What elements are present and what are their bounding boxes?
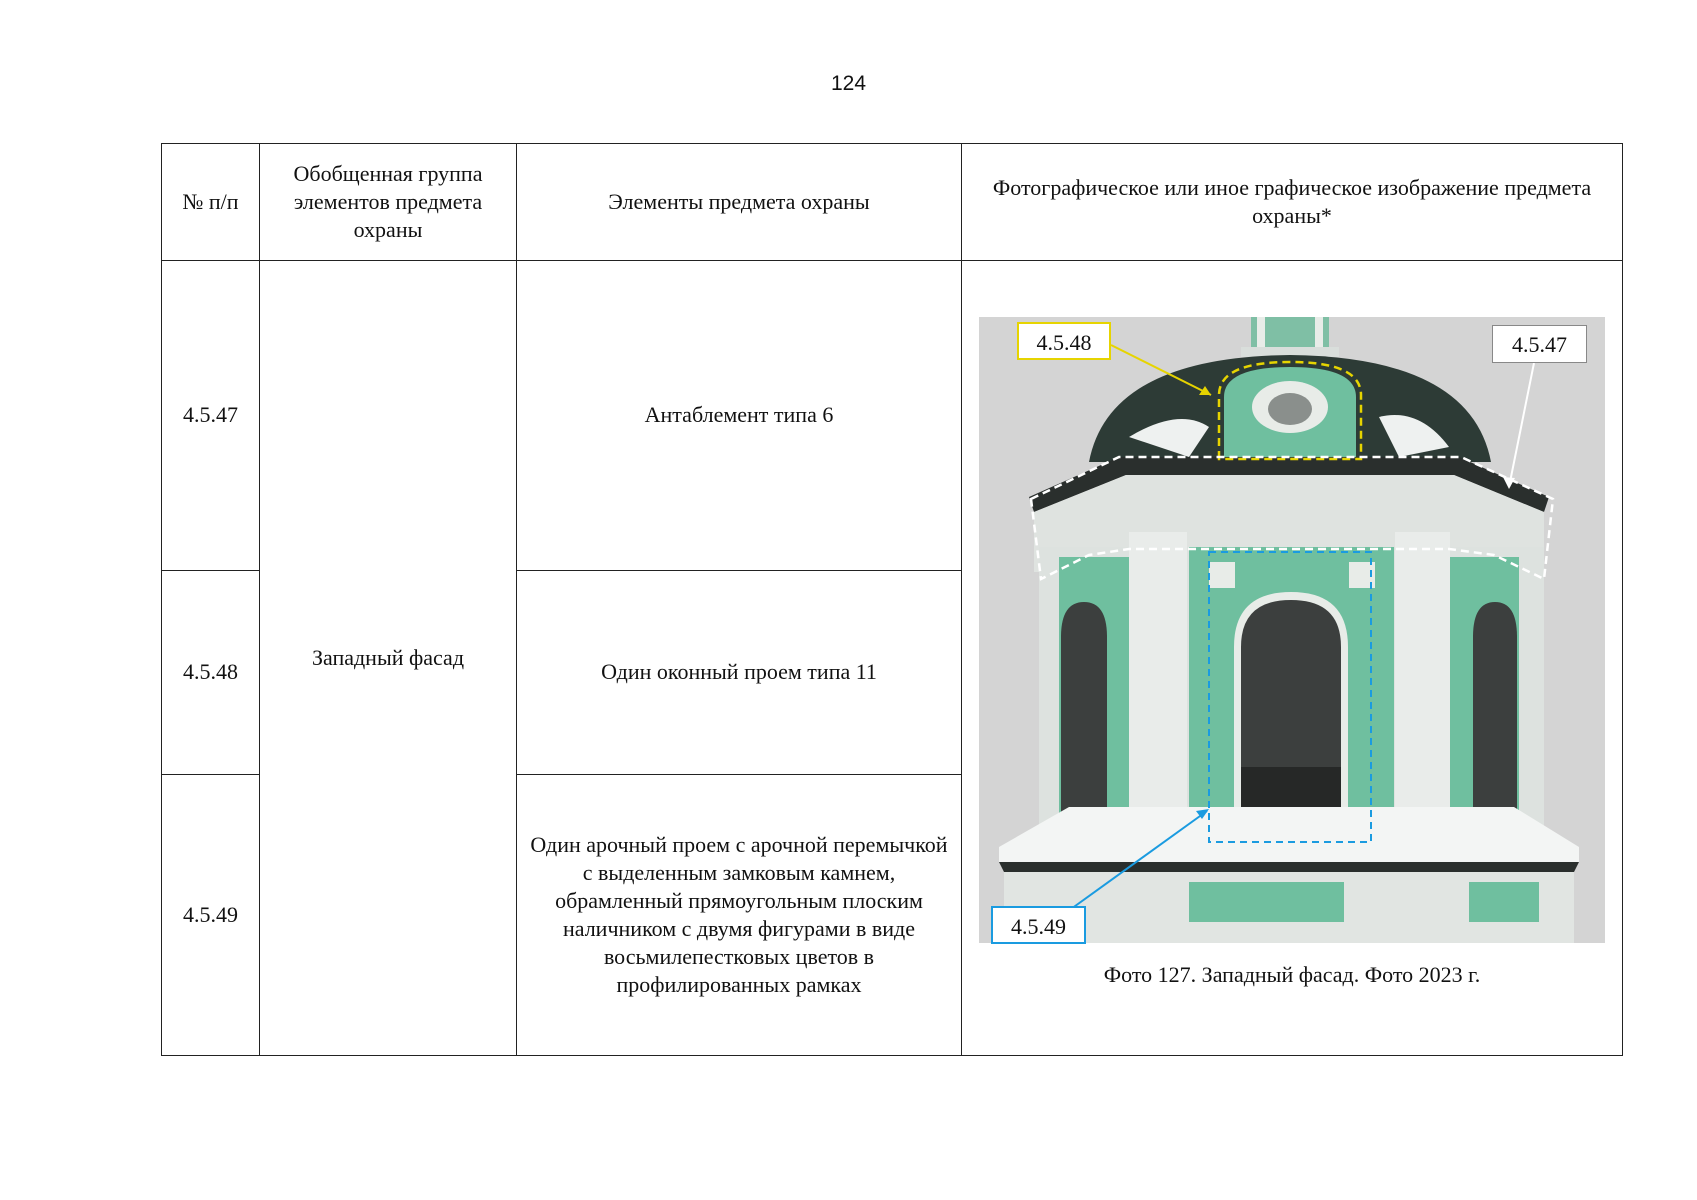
element-description: Антаблемент типа 6	[517, 261, 962, 571]
callout-4-5-49: 4.5.49	[991, 906, 1086, 944]
row-number: 4.5.47	[162, 261, 260, 571]
element-description: Один арочный проем с арочной перемычкой с выделенным замковым камнем, обрамленный прямоугольным плоским наличником с двумя фигурами в виде восьмилепестковых цветов в профилированных рамках	[517, 775, 962, 1056]
row-number: 4.5.49	[162, 775, 260, 1056]
header-group: Обобщенная группа элементов предмета охраны	[260, 144, 517, 261]
header-elements: Элементы предмета охраны	[517, 144, 962, 261]
element-description: Один оконный проем типа 11	[517, 571, 962, 775]
photo-caption: Фото 127. Западный фасад. Фото 2023 г.	[1103, 962, 1481, 987]
table-row	[162, 261, 1623, 571]
page-number: 124	[830, 72, 867, 95]
header-num: № п/п	[162, 144, 260, 261]
table-header-row	[162, 144, 1623, 261]
callout-4-5-48: 4.5.48	[1017, 322, 1111, 360]
photo-cell	[962, 261, 1623, 1056]
header-photo: Фотографическое или иное графическое изображение предмета охраны*	[962, 144, 1623, 261]
facade-photo	[979, 317, 1605, 943]
callout-4-5-47: 4.5.47	[1492, 325, 1587, 363]
row-number: 4.5.48	[162, 571, 260, 775]
group-cell: Западный фасад	[260, 261, 517, 1056]
protection-table	[161, 143, 1623, 1056]
facade-photo-image	[979, 317, 1605, 943]
